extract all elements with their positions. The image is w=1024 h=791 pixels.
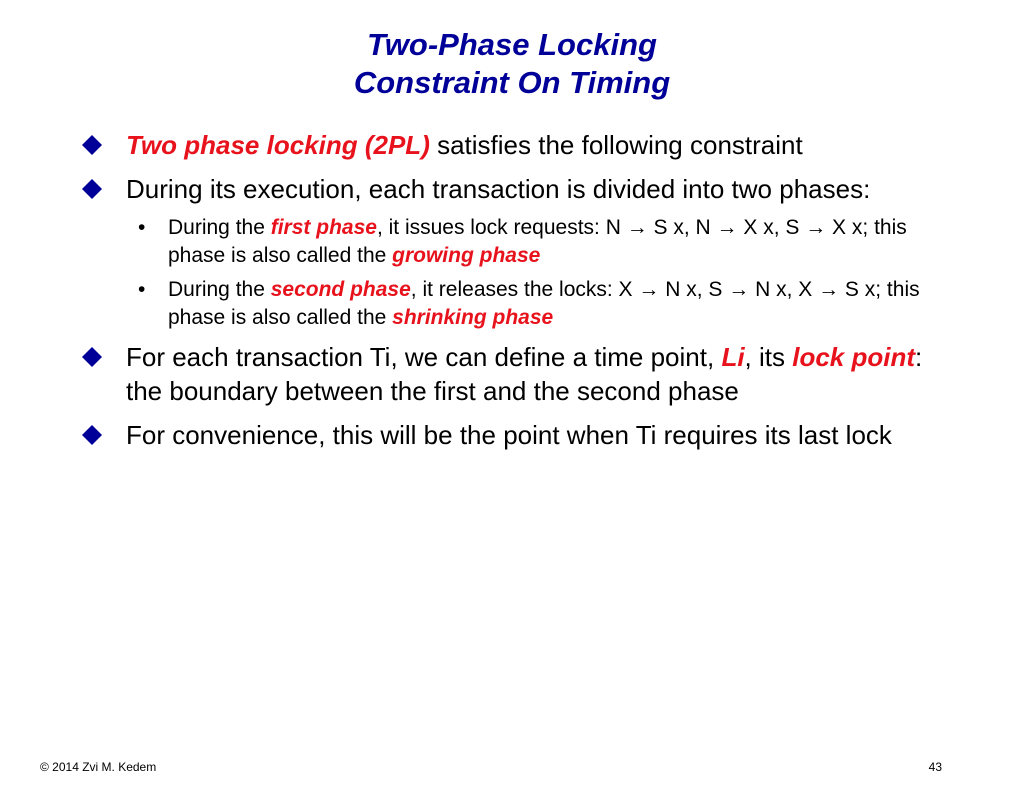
slide-content [82,128,962,462]
sub-bullet-item [82,214,962,270]
slide-title [0,26,1024,102]
bullet-item [82,418,962,452]
highlight-text: Two phase locking (2PL) [126,130,430,160]
plain-text: , it issues lock requests: N → S x, N → X x, S → X x; this phase is also called the [168,216,907,267]
sub-bullet-item [82,276,962,332]
highlight-text: second phase [270,278,411,301]
bullet-text: During its execution, each transaction is divided into two phases: [126,174,871,204]
plain-text: For each transaction Ti, we can define a time point, [126,342,722,372]
footer-copyright: © 2014 Zvi M. Kedem [40,760,157,774]
dot-bullet-icon: • [138,216,146,239]
bullet-text [126,342,922,406]
plain-text: During the [168,216,271,239]
sub-bullet-text [168,278,920,329]
dot-bullet-icon: • [138,278,146,301]
bullet-text: For convenience, this will be the point when Ti requires its last lock [126,420,892,450]
diamond-bullet-icon [82,179,102,199]
sub-bullet-text [168,216,907,267]
slide-title-line-1: Two-Phase Locking [367,27,657,62]
highlight-text: lock point [792,342,915,372]
plain-text: , its [744,342,793,372]
diamond-bullet-icon [82,425,102,445]
footer-page-number: 43 [928,760,942,774]
highlight-text: shrinking phase [392,306,554,329]
highlight-text: Li [721,342,745,372]
diamond-bullet-icon [82,347,102,367]
plain-text: : the boundary between the first and the second phase [126,342,923,406]
plain-text: During the [168,278,271,301]
bullet-text [126,130,803,160]
diamond-bullet-icon [82,135,102,155]
highlight-text: growing phase [392,244,541,267]
slide-title-line-2: Constraint On Timing [353,65,671,100]
bullet-item [82,128,962,162]
plain-text: , it releases the locks: X → N x, S → N x, X → S x; this phase is also called the [168,278,920,329]
bullet-item [82,172,962,206]
plain-text: satisfies the following constraint [429,130,803,160]
bullet-item [82,340,962,408]
highlight-text: first phase [270,216,377,239]
